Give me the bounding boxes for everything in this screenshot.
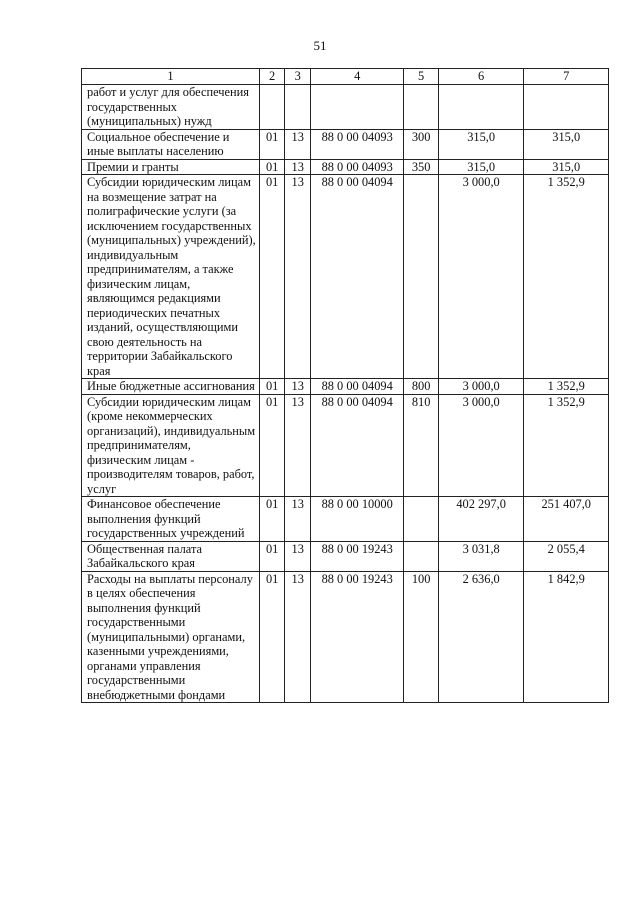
target-article-code: 88 0 00 04094	[311, 394, 404, 497]
subsection-code: 13	[285, 129, 311, 159]
row-name: Социальное обеспечение и иные выплаты населению	[82, 129, 260, 159]
target-article-code: 88 0 00 19243	[311, 541, 404, 571]
amount-actual	[524, 85, 609, 130]
amount-actual: 1 352,9	[524, 175, 609, 379]
target-article-code: 88 0 00 04093	[311, 159, 404, 175]
amount-plan: 402 297,0	[438, 497, 524, 542]
expense-type-code: 100	[404, 571, 438, 703]
header-cell: 1	[82, 69, 260, 85]
amount-actual: 1 352,9	[524, 394, 609, 497]
header-cell: 6	[438, 69, 524, 85]
row-name: Расходы на выплаты персоналу в целях обеспечения выполнения функций государственными (муниципальными) органами, казенными учреждениями, органами управления государственными внебюджетными фондами	[82, 571, 260, 703]
amount-plan: 3 031,8	[438, 541, 524, 571]
header-row	[82, 69, 609, 85]
amount-actual: 315,0	[524, 129, 609, 159]
section-code: 01	[259, 541, 285, 571]
amount-plan: 315,0	[438, 129, 524, 159]
table-row	[82, 85, 609, 130]
row-name: Финансовое обеспечение выполнения функций государственных учреждений	[82, 497, 260, 542]
budget-table	[81, 68, 609, 703]
expense-type-code: 350	[404, 159, 438, 175]
target-article-code: 88 0 00 04094	[311, 379, 404, 395]
table-row	[82, 175, 609, 379]
subsection-code: 13	[285, 379, 311, 395]
table-row	[82, 129, 609, 159]
row-name: Премии и гранты	[82, 159, 260, 175]
expense-type-code: 810	[404, 394, 438, 497]
section-code: 01	[259, 129, 285, 159]
table-row	[82, 379, 609, 395]
header-cell: 3	[285, 69, 311, 85]
section-code	[259, 85, 285, 130]
row-name: работ и услуг для обеспечения государственных (муниципальных) нужд	[82, 85, 260, 130]
amount-actual: 2 055,4	[524, 541, 609, 571]
expense-type-code	[404, 85, 438, 130]
target-article-code: 88 0 00 04093	[311, 129, 404, 159]
amount-plan: 3 000,0	[438, 175, 524, 379]
row-name: Иные бюджетные ассигнования	[82, 379, 260, 395]
page-number: 51	[313, 38, 327, 53]
target-article-code	[311, 85, 404, 130]
section-code: 01	[259, 497, 285, 542]
subsection-code: 13	[285, 541, 311, 571]
section-code: 01	[259, 571, 285, 703]
section-code: 01	[259, 159, 285, 175]
subsection-code: 13	[285, 175, 311, 379]
subsection-code: 13	[285, 571, 311, 703]
subsection-code: 13	[285, 394, 311, 497]
row-name: Субсидии юридическим лицам (кроме некоммерческих организаций), индивидуальным предпринимателям, физическим лицам - производителям товаров, работ, услуг	[82, 394, 260, 497]
amount-plan: 3 000,0	[438, 394, 524, 497]
header-cell: 7	[524, 69, 609, 85]
expense-type-code: 800	[404, 379, 438, 395]
amount-actual: 1 842,9	[524, 571, 609, 703]
expense-type-code	[404, 541, 438, 571]
row-name: Общественная палата Забайкальского края	[82, 541, 260, 571]
header-cell: 2	[259, 69, 285, 85]
amount-actual: 251 407,0	[524, 497, 609, 542]
expense-type-code: 300	[404, 129, 438, 159]
row-name: Субсидии юридическим лицам на возмещение затрат на полиграфические услуги (за исключением государственных (муниципальных) учреждений), индивидуальным предпринимателям, а также физическим лицам, являющимся редакциями периодических печатных изданий, осуществляющими свою деятельность на территории Забайкальского края	[82, 175, 260, 379]
target-article-code: 88 0 00 04094	[311, 175, 404, 379]
amount-actual: 1 352,9	[524, 379, 609, 395]
amount-plan: 2 636,0	[438, 571, 524, 703]
expense-type-code	[404, 175, 438, 379]
target-article-code: 88 0 00 10000	[311, 497, 404, 542]
header-cell: 5	[404, 69, 438, 85]
subsection-code	[285, 85, 311, 130]
table-row	[82, 541, 609, 571]
table-row	[82, 571, 609, 703]
section-code: 01	[259, 394, 285, 497]
target-article-code: 88 0 00 19243	[311, 571, 404, 703]
section-code: 01	[259, 175, 285, 379]
table-row	[82, 497, 609, 542]
table-row	[82, 159, 609, 175]
header-cell: 4	[311, 69, 404, 85]
amount-plan: 3 000,0	[438, 379, 524, 395]
section-code: 01	[259, 379, 285, 395]
expense-type-code	[404, 497, 438, 542]
amount-plan	[438, 85, 524, 130]
amount-actual: 315,0	[524, 159, 609, 175]
subsection-code: 13	[285, 497, 311, 542]
amount-plan: 315,0	[438, 159, 524, 175]
subsection-code: 13	[285, 159, 311, 175]
table-row	[82, 394, 609, 497]
